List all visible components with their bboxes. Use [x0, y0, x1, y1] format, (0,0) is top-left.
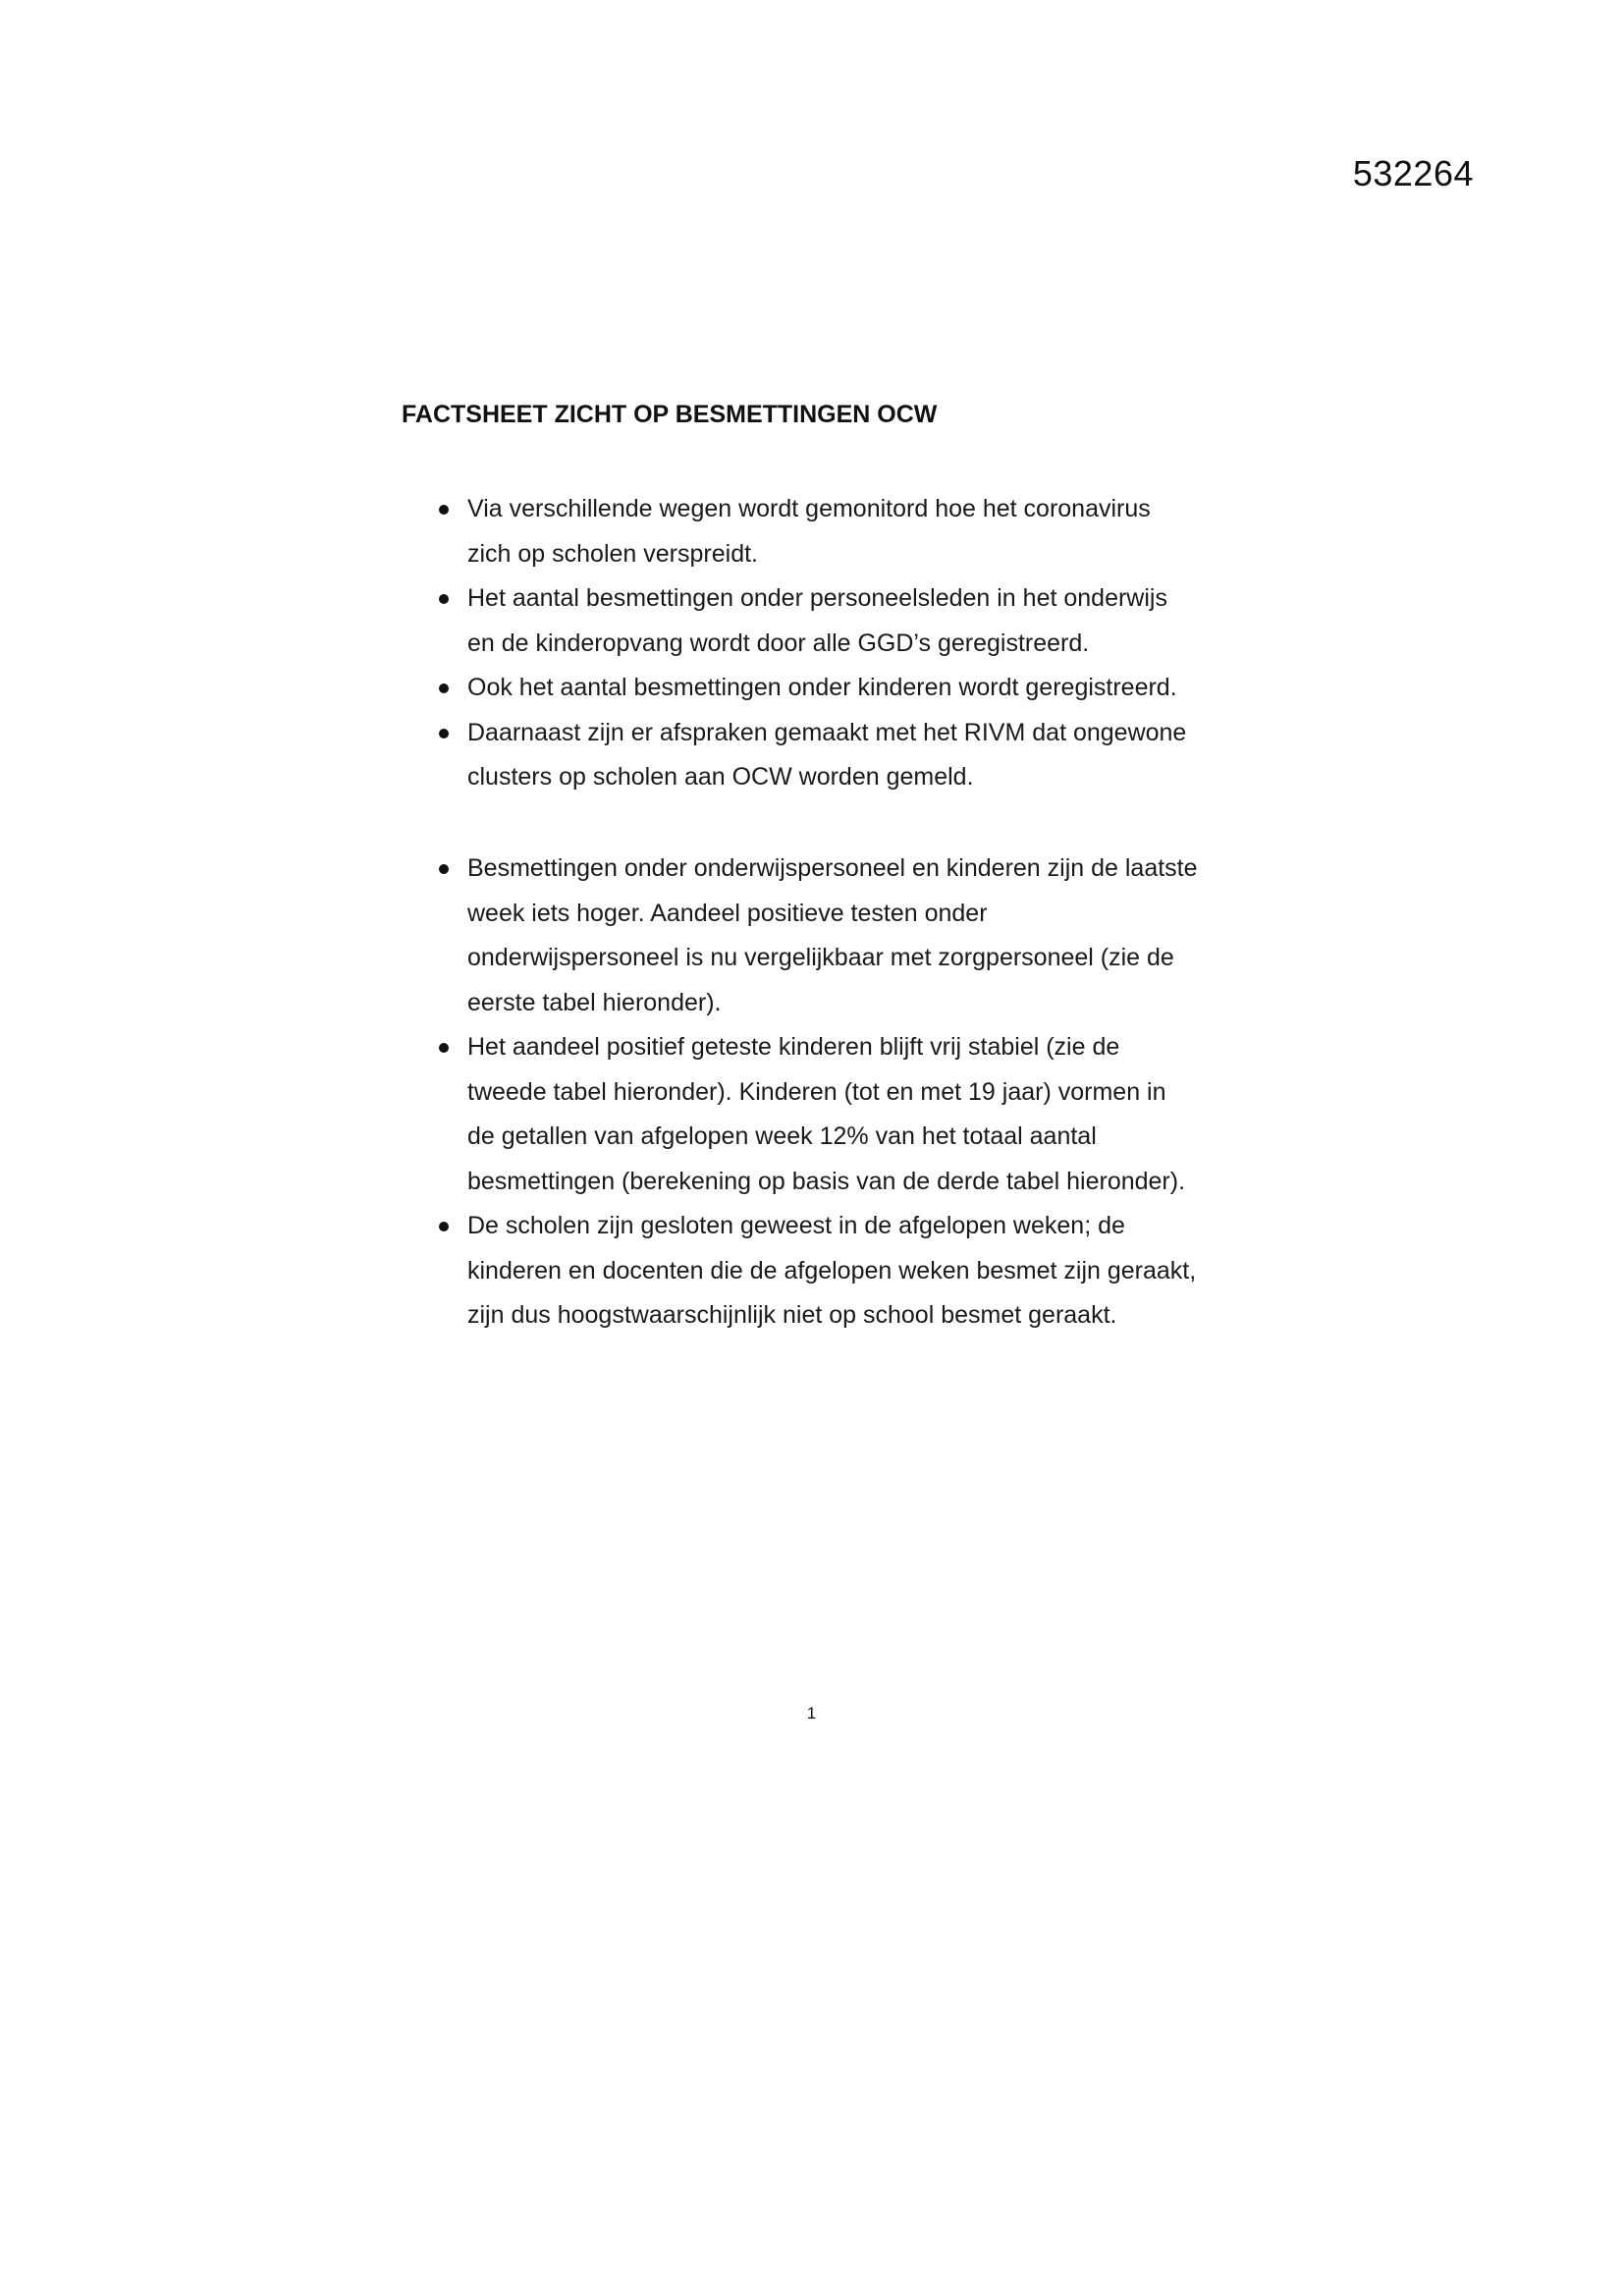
bullet-line: Het aandeel positief geteste kinderen blijft vrij stabiel (zie de — [467, 1033, 1120, 1061]
bullet-line: de getallen van afgelopen week 12% van het totaal aantal — [467, 1122, 1097, 1150]
bullet-line: zich op scholen verspreidt. — [467, 539, 758, 568]
bullet-line: Het aantal besmettingen onder personeelsleden in het onderwijs — [467, 584, 1167, 612]
bullet-item — [467, 487, 1253, 576]
bullet-line: Ook het aantal besmettingen onder kinderen wordt geregistreerd. — [467, 674, 1177, 701]
bullet-item — [467, 1025, 1253, 1204]
bullet-line: onderwijspersoneel is nu vergelijkbaar met zorgpersoneel (zie de — [467, 944, 1174, 971]
document-title: FACTSHEET ZICHT OP BESMETTINGEN OCW — [402, 401, 938, 428]
bullet-dot-icon — [439, 729, 449, 738]
bullet-item — [467, 576, 1253, 666]
bullet-list-monitoring — [467, 487, 1253, 800]
bullet-item — [467, 847, 1253, 1025]
document-number: 532264 — [1352, 153, 1474, 193]
bullet-line: zijn dus hoogstwaarschijnlijk niet op school besmet geraakt. — [467, 1301, 1117, 1329]
bullet-item — [467, 666, 1253, 711]
bullet-dot-icon — [439, 683, 449, 693]
bullet-line: Via verschillende wegen wordt gemonitord hoe het coronavirus — [467, 495, 1151, 522]
bullet-item — [467, 1204, 1253, 1339]
bullet-line: besmettingen (berekening op basis van de derde tabel hieronder). — [467, 1167, 1186, 1195]
bullet-line: kinderen en docenten die de afgelopen weken besmet zijn geraakt, — [467, 1256, 1197, 1285]
bullet-item — [467, 711, 1253, 800]
bullet-line: Besmettingen onder onderwijspersoneel en kinderen zijn de laatste — [467, 854, 1198, 882]
bullet-dot-icon — [439, 1222, 449, 1231]
bullet-line: Daarnaast zijn er afspraken gemaakt met het RIVM dat ongewone — [467, 718, 1187, 746]
bullet-line: tweede tabel hieronder). Kinderen (tot en met 19 jaar) vormen in — [467, 1077, 1166, 1106]
bullet-line: De scholen zijn gesloten geweest in de afgelopen weken; de — [467, 1212, 1125, 1239]
bullet-line: eerste tabel hieronder). — [467, 988, 722, 1016]
bullet-dot-icon — [439, 505, 449, 515]
bullet-dot-icon — [439, 1043, 449, 1053]
bullet-dot-icon — [439, 864, 449, 874]
bullet-line: clusters op scholen aan OCW worden gemeld. — [467, 763, 974, 791]
bullet-dot-icon — [439, 594, 449, 604]
bullet-line: week iets hoger. Aandeel positieve testen onder — [467, 899, 988, 927]
page-number: 1 — [806, 1704, 817, 1722]
bullet-line: en de kinderopvang wordt door alle GGD’s geregistreerd. — [467, 629, 1090, 657]
bullet-list-findings — [467, 847, 1253, 1339]
